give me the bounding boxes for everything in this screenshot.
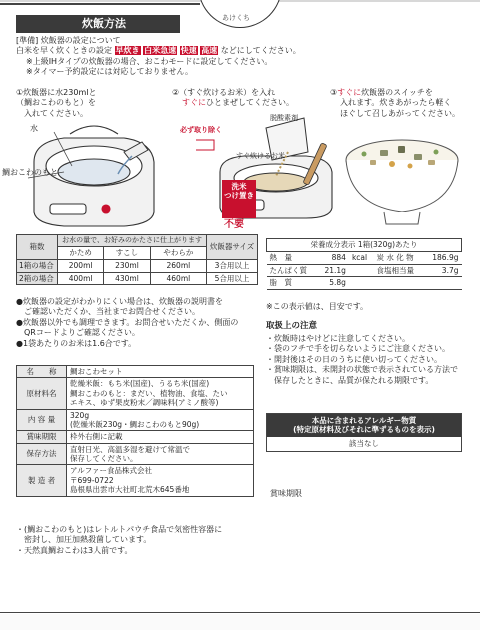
firmness-soft: やわらか: [150, 247, 207, 260]
firmness-slight: すこし: [104, 247, 150, 260]
bottom-rule: [0, 612, 480, 613]
setup-line2: 白米を早く炊くときの設定 早炊き 白米急速 快速 高速 などにしてください。: [16, 46, 301, 56]
firmness-firm: かため: [57, 247, 103, 260]
mode-badge-1: 早炊き: [115, 46, 140, 56]
label-tai-moto: 鯛おこわのもと: [2, 168, 58, 177]
step2-caption: ②（すぐ炊けるお米）を入れ すぐにひとまぜしてください。: [172, 88, 294, 108]
step3-caption: ③すぐに炊飯器のスイッチを 入れます。炊きあがったら軽く ほぐして召しあがってください。: [330, 88, 460, 118]
setup-section: [16, 36, 456, 78]
allergy-box: [266, 413, 462, 452]
expiry-label: 賞味期限: [270, 489, 302, 498]
mode-badge-4: 高速: [201, 46, 218, 56]
nutrition-title: 栄養成分表示 1箱(320g)あたり: [267, 239, 462, 252]
table-row: 製 造 者 アルファー食品株式会社 〒699-0722 島根県出雲市大社町北荒木645番地: [17, 465, 254, 496]
table-row: 保存方法 直射日光、高温多湿を避けて常温で 保存してください。: [17, 443, 254, 465]
label-oxygen-absorber: 脱酸素剤: [270, 114, 298, 122]
water-amount-table: [16, 234, 258, 285]
handling-section: 取扱上の注意 ・炊飯時はやけどに注意してください。 ・袋のフチで手を切らないようにご注意ください。 ・開封後はその日のうちに使い切ってください。 ・賞味期限は、未開封の状態で表示されている方法で 保存したときに、品質が保たれる期限です。: [266, 321, 466, 386]
label-must-remove: 必ず取り除く: [180, 126, 222, 134]
allergy-heading: 本品に含まれるアレルギー物質: [311, 416, 417, 425]
nutrition-note: ※この表示値は、目安です。: [266, 302, 369, 311]
table-row: 1箱の場合 200ml 230ml 260ml 3合用以上: [17, 259, 258, 272]
table-row: 内 容 量 320g (乾燥米飯230g・鯛おこわのもと90g): [17, 409, 254, 431]
bottom-strip: [0, 614, 480, 630]
top-rule: [0, 3, 200, 5]
table-row: 熱 量 884 kcal 炭 水 化 物 186.9g: [267, 251, 462, 264]
table-row: たんぱく質 21.1g 食塩相当量 3.7g: [267, 264, 462, 277]
table-row: 賞味期限 枠外右側に記載: [17, 431, 254, 443]
mode-badge-3: 快速: [180, 46, 197, 56]
label-water: 水: [30, 124, 38, 133]
product-info-table: [16, 365, 254, 497]
step1-caption: ①炊飯器に水230mlと （鯛おこわのもと）を 入れてください。: [16, 88, 97, 118]
open-tab-label: あけくち: [222, 14, 250, 22]
col-cooker-size: 炊飯器サイズ: [207, 235, 258, 260]
table-row: 脂 質 5.8g: [267, 277, 462, 290]
col-boxes: 箱数: [17, 235, 58, 260]
table-row: 名 称 鯛おこわセット: [17, 366, 254, 378]
cooking-notes: ●炊飯器の設定がわかりにくい場合は、炊飯器の説明書を ご確認いただくか、当社までお問合せください。 ●炊飯器以外でも調理できます。お問合せいただくか、側面の QRコードよりご確認ください。 ●1袋あたりのお米は1.6合です。: [16, 297, 239, 348]
setup-note2: ※タイマー予約設定には対応しておりません。: [26, 67, 194, 77]
retort-footnotes: ・(鯛おこわのもと)はレトルトパウチ食品で気密性容器に 密封し、加圧加熱殺菌しています。 ・天然真鯛おこわは3人前です。: [16, 525, 223, 555]
no-wash-badge: 洗米 つけ置き: [222, 180, 256, 218]
nutrition-table: [266, 238, 462, 290]
mode-badge-2: 白米急速: [144, 46, 177, 56]
handling-title: 取扱上の注意: [266, 321, 318, 331]
allergy-value: 該当なし: [349, 438, 379, 448]
label-quick-rice: すぐ炊けるお米: [236, 152, 285, 160]
page-title: 炊飯方法: [16, 15, 180, 33]
setup-line1: [準備] 炊飯器の設定について: [16, 36, 121, 45]
col-water-amount: お水の量で、お好みのかたさに仕上がります: [57, 235, 206, 247]
table-row: 原材料名 乾燥米飯：もち米(国産)、うるち米(国産) 鯛おこわのもと：まだい、植物油、食塩、たい エキス、ゆず果皮粉末／調味料(アミノ酸等): [17, 378, 254, 409]
setup-note1: ※上級IHタイプの炊飯器の場合、おこわモードに設定してください。: [26, 56, 273, 66]
not-needed-label: 不要: [224, 219, 244, 230]
allergy-subheading: (特定原材料及びそれに準ずるものを表示): [293, 425, 435, 435]
table-row: 2箱の場合 400ml 430ml 460ml 5合用以上: [17, 272, 258, 285]
rice-bowl-illustration: [340, 130, 465, 228]
